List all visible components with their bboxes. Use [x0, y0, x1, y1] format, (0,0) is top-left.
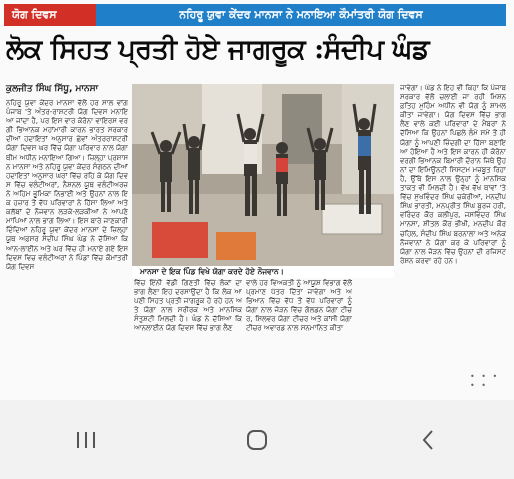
headline: ਲੋਕ ਸਿਹਤ ਪ੍ਰਤੀ ਹੋਏ ਜਾਗਰੂਕ :ਸੰਦੀਪ ਘੰਡ	[6, 34, 429, 65]
article-column-4	[400, 84, 506, 372]
recent-apps-button[interactable]	[56, 420, 116, 460]
byline: ਕੁਲਜੀਤ ਸਿੰਘ ਸਿੱਧੂ, ਮਾਨਸਾ	[6, 84, 99, 94]
more-indicator: • • • • •	[470, 372, 500, 390]
article-column-3: ਵਾਲੇ ਹਰ ਵਿਅਕਤੀ ਨੂੰ ਆਯੂਸ਼ ਵਿਭਾਗ ਵੱਲੋਂ ਪ੍ਰਮਾਣ ਪੱਤਰ ਦਿੱਤਾ ਜਾਵੇਗਾ ਅਤੇ ਅਭਿਆਨ ਵਿੱਚ ਵੱਧ ਤੋਂ ਵੱਧ ਪਰਿਵਾਰਾਂ ਨੂੰ ਯੋਗਾ ਨਾਲ ਜੋੜਨ ਵਿੱਚ ਗੋਲਡਨ ਯੋਗਾ ਟੀਚਰ, ਸਿਲਵਰ ਯੋਗਾ ਟੀਚਰ ਅਤੇ ਕਾਂਸੀ ਯੋਗਾ ਟੀਚਰ ਅਵਾਰਡ ਨਾਲ ਸਨਮਾਨਿਤ ਕੀਤਾ	[246, 279, 352, 333]
recent-apps-icon	[75, 430, 97, 450]
photo-caption: ਮਾਨਸਾ ਦੇ ਇਕ ਪਿੰਡ ਵਿਖੇ ਯੋਗਾ ਕਰਦੇ ਹੋਏ ਨੌਜਵਾਨ।	[132, 266, 394, 278]
home-button[interactable]	[227, 420, 287, 460]
article-column-1: ਨਹਿਰੂ ਯੁਵਾ ਕੇਂਦਰ ਮਾਨਸਾ ਵੱਲੋਂ ਹਰ ਸਾਲ ਵਾਂਗ ਪੰਜਾਬ 'ਤੇ ਅੰਤਰ-ਰਾਸ਼ਟਰੀ ਯੋਗ ਦਿਵਸ ਮਨਾਇਆ ਜਾਂਦਾ ਹੈ, ਪਰ ਇਸ ਵਾਰ ਕੋਰੋਨਾ ਵਾਇਰਸ ਵਰਗੀ ਭਿਆਨਕ ਮਹਾਂਮਾਰੀ ਕਾਰਨ ਭਾਰਤ ਸਰਕਾਰ ਦੀਆਂ ਹਦਾਇਤਾਂ ਅਨੁਸਾਰ ਛੇਵਾਂ ਅੰਤਰਰਾਸ਼ਟਰੀ ਯੋਗਾ ਦਿਵਸ ਘਰ ਵਿੱਚ ਯੋਗਾ ਪਰਿਵਾਰ ਨਾਲ ਯੋਗਾ ਥੀਮ ਅਧੀਨ ਮਨਾਇਆ ਗਿਆ। ਜ਼ਿਲ੍ਹਾ ਪ੍ਰਸ਼ਾਸਨ ਮਾਨਸਾ ਅਤੇ ਨਹਿਰੂ ਯੁਵਾ ਕੇਂਦਰ ਸੰਗਠਨ ਦੀਆਂ ਹਦਾਇਤਾਂ ਅਨੁਸਾਰ ਘਰਾਂ ਵਿੱਚ ਰਹਿ ਕੇ ਯੋਗ ਦਿਵਸ ਵਿੱਚ ਵਲੰਟੀਅਰਾਂ, ਨੈਸ਼ਨਲ ਯੂਥ ਵਲੰਟੀਅਰਜ਼ ਨੇ ਅਹਿਮ ਭੂਮਿਕਾ ਨਿਭਾਈ ਅਤੇ ਉਹਨਾਂ ਨਾਲ ਇਕ ਹਜ਼ਾਰ ਤੋਂ ਵੱਧ ਪਰਿਵਾਰਾਂ ਨੇ ਹਿੱਸਾ ਲਿਆ ਅਤੇ ਕਲੱਬਾਂ ਦੇ ਨੌਜਵਾਨ ਲੜਕੇ-ਲੜਕੀਆਂ ਨੇ ਆਪਣੇ ਮਾਪਿਆਂ ਨਾਲ ਭਾਗ ਲਿਆ। ਇਸ ਬਾਰੇ ਜਾਣਕਾਰੀ ਦਿੰਦਿਆਂ ਨਹਿਰੂ ਯੁਵਾ ਕੇਂਦਰ ਮਾਨਸਾ ਦੇ ਜ਼ਿਲ੍ਹਾ ਯੂਥ ਅਫ਼ਸਰ ਸੰਦੀਪ ਸਿੰਘ ਘੰਡ ਨੇ ਦੱਸਿਆ ਕਿ ਆਨ-ਲਾਈਨ ਅਤੇ ਘਰ ਵਿੱਚ ਹੀ ਮਨਾਏ ਗਏ ਇਸ ਦਿਵਸ ਵਿਚ ਵਲੰਟੀਅਰਾਂ ਨੇ ਪਿੰਡਾਂ ਵਿੱਚ ਕੌਮਾਂਤਰੀ ਯੋਗ ਦਿਵਸ	[6, 99, 128, 271]
article-column-2: ਵਿੱਚ ਇੰਨੀ ਵੱਡੀ ਗਿਣਤੀ ਵਿੱਚ ਲੋਕਾਂ ਦਾ ਭਾਗ ਲੈਣਾ ਇਹ ਦਰਸਾਉਂਦਾ ਹੈ ਕਿ ਲੋਕ ਆਪਣੀ ਸਿਹਤ ਪ੍ਰਤੀ ਜਾਗਰੂਕ ਹੋ ਰਹੇ ਹਨ ਅਤੇ ਯੋਗਾ ਨਾਲ ਸਰੀਰਕ ਅਤੇ ਮਾਨਸਿਕ ਸੰਤੁਸ਼ਟੀ ਮਿਲਦੀ ਹੈ। ਘੰਡ ਨੇ ਦੱਸਿਆ ਕਿ ਆਨਲਾਈਨ ਯੋਗ ਦਿਵਸ ਵਿੱਚ ਭਾਗ ਲੈਣ	[134, 279, 242, 333]
section-tag: ਯੋਗ ਦਿਵਸ	[4, 4, 96, 26]
article-column-4-body: ਯੋਗ ਦਿਵਸ ਵਿੱਚ ਭਾਗ ਲੈਣ ਵਾਲੇ ਕਈ ਪਰਿਵਾਰਾਂ ਦੇ ਮੈਂਬਰਾਂ ਨੇ ਦੱਸਿਆ ਕਿ ਉਹਨਾਂ ਪਿਛਲੇ ਲੰਮੇ ਸਮੇਂ ਤੋਂ ਹੀ ਯੋਗਾ ਨੂੰ ਆਪਣੀ ਜ਼ਿੰਦਗੀ ਦਾ ਹਿੱਸਾ ਬਣਾਇਆ ਹੋਇਆ ਹੈ ਅਤੇ ਇਸ ਕਾਰਨ ਹੀ ਕੋਰੋਨਾ ਵਰਗੀ ਭਿਆਨਕ ਬਿਮਾਰੀ ਦੌਰਾਨ ਜਿਥੇ ਉਹਨਾਂ ਦਾ ਇਮਿਊਨਟੀ ਸਿਸਟਮ ਮਜ਼ਬੂਤ ਰਿਹਾ ਹੈ, ਉੱਥੇ ਇਸ ਨਾਲ ਉਨ੍ਹਾਂ ਨੂੰ ਮਾਨਸਿਕ ਤਾਕਤ ਵੀ ਮਿਲਦੀ ਹੈ। ਵੱਖ ਵੱਖ ਥਾਵਾਂ 'ਤੇ ਵਿੱਚ ਸੁਖਵਿੰਦਰ ਸਿੰਘ ਚਕੇਰੀਆਂ, ਮਨਦੀਪ ਸਿੰਘ ਭਾਰਤੀ, ਮਨਪ੍ਰੀਤ ਸਿੰਘ ਬੁਰਜ ਹਰੀ, ਵਰਿੰਦਰ ਕੌਰ ਕਲੀਪੁਰ, ਜਸਵਿੰਦਰ ਸਿੰਘ ਮਾਨਸਾ, ਸ਼ੀਤਲ ਕੌਰ ਭੀਖੀ, ਮਨਦੀਪ ਕੌਰ ਚਹਿਲ, ਸੰਦੀਪ ਸਿੰਘ ਬਰਨਾਲਾ ਅਤੇ ਅਨੇਕ ਨੌਜਵਾਨਾਂ ਨੇ ਯੋਗਾ ਕਰ ਕੇ ਪਰਿਵਾਰਾਂ ਨੂੰ ਯੋਗਾ ਨਾਲ ਜੋੜਨ ਵਿੱਚ ਉਹਨਾਂ ਦੀ ਰਜਿਸਟਰੇਸ਼ਨ ਕਰਵਾ ਰਹੇ ਹਨ।	[400, 111, 506, 265]
home-icon	[246, 429, 268, 451]
section-header-line: ਨਹਿਰੂ ਯੁਵਾ ਕੇਂਦਰ ਮਾਨਸਾ ਨੇ ਮਨਾਇਆ ਕੌਮਾਂਤਰੀ ਯੋਗ ਦਿਵਸ	[96, 4, 506, 26]
android-navigation-bar	[0, 400, 514, 479]
article-column-4-intro: ਜਾਵੇਗਾ। ਘੰਡ ਨੇ ਇਹ ਵੀ ਕਿਹਾ ਕਿ ਪੰਜਾਬ ਸਰਕਾਰ ਵੱਲੋਂ ਚਲਾਈ ਜਾ ਰਹੀ ਮਿਸ਼ਨ ਫ਼ਤਿਹ ਮੁਹਿੰਮ ਅਧੀਨ ਵੀ ਯੋਗ ਨੂੰ ਸ਼ਾਮਲ ਕੀਤਾ ਜਾਵੇਗਾ।	[400, 84, 506, 120]
news-photo	[132, 84, 394, 266]
back-button[interactable]	[398, 420, 458, 460]
section-header-bar	[4, 4, 506, 26]
yoga-photo-illustration	[132, 84, 394, 266]
back-icon	[420, 429, 436, 451]
